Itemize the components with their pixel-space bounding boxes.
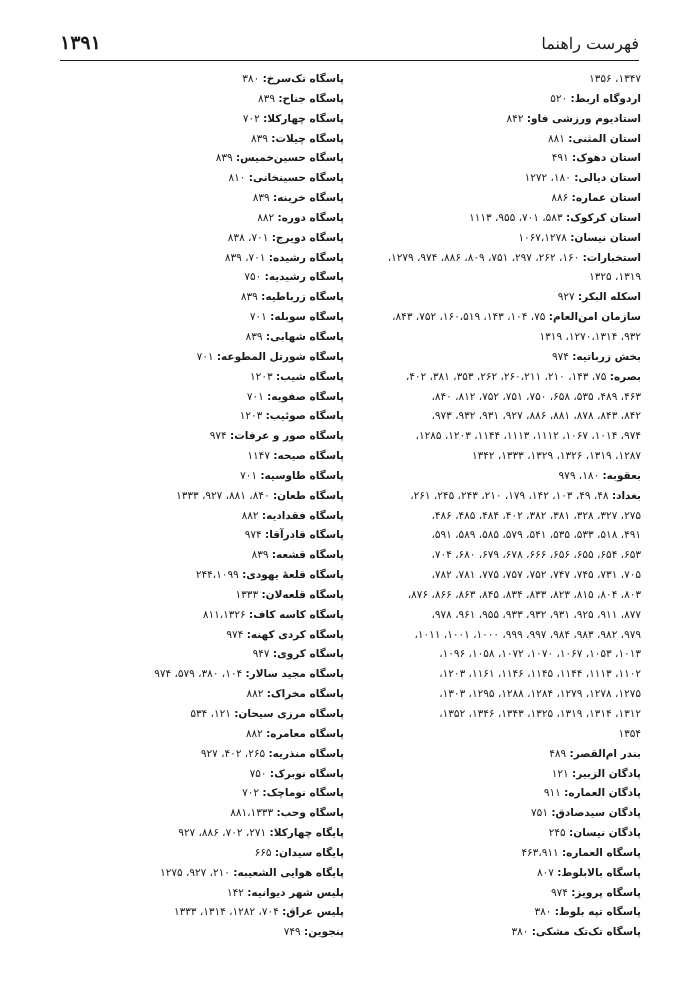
index-entry xyxy=(54,784,344,804)
index-term: پاسگاه مجید سالار: xyxy=(245,668,344,681)
index-term: پاسگاه نوماچک: xyxy=(262,787,344,800)
index-term: پاسگاه پرویز: xyxy=(571,886,641,899)
index-entry xyxy=(54,725,344,745)
index-page-refs: ۱۰۶۷،۱۲۷۸ xyxy=(518,231,571,244)
index-entry xyxy=(54,705,344,725)
index-page-refs: ۷۰۱، ۸۳۸ xyxy=(227,231,272,244)
index-entry xyxy=(361,90,641,110)
index-entry xyxy=(361,368,641,388)
index-term: پلیس عراق: xyxy=(282,906,344,919)
index-page-refs: ۷۰۱ xyxy=(240,469,261,482)
index-page-refs: ۴۶۳،۹۱۱ xyxy=(521,846,562,859)
index-term: پاسگاه سوبله: xyxy=(270,311,344,324)
index-entry xyxy=(54,427,344,447)
index-entry xyxy=(54,249,344,269)
index-page-refs: ۸۴۲، ۸۴۳، ۸۷۸، ۸۸۱، ۸۸۶، ۹۲۷، ۹۳۱، ۹۳۲، ۹۷۳، xyxy=(431,410,641,423)
index-entry xyxy=(361,665,641,685)
index-page-refs: ۷۵۱ xyxy=(531,807,552,820)
index-entry xyxy=(54,70,344,90)
index-page-refs: ۷۰۱، ۸۳۹ xyxy=(224,251,269,264)
index-page-refs: ۱۳۱۹، ۱۳۲۵ xyxy=(589,271,641,284)
index-entry xyxy=(361,189,641,209)
index-term: بندر ام‌القصر: xyxy=(569,747,641,760)
index-page-refs: ۵۲۰ xyxy=(550,92,571,105)
index-entry xyxy=(54,388,344,408)
index-term: پاسگاه العماره: xyxy=(561,846,641,859)
index-entry xyxy=(361,130,641,150)
index-entry xyxy=(54,348,344,368)
index-entry xyxy=(361,765,641,785)
index-entry xyxy=(54,169,344,189)
index-term: پاسگاه نوبرک: xyxy=(269,767,344,780)
index-entry xyxy=(54,288,344,308)
index-entry xyxy=(54,526,344,546)
index-page-refs: ۸۴۲ xyxy=(506,112,527,125)
index-term: پاسگاه فقدادیه: xyxy=(261,509,344,522)
index-entry xyxy=(361,487,641,507)
index-page-refs: ۸۰۳، ۸۰۴، ۸۱۵، ۸۲۳، ۸۳۳، ۸۳۴، ۸۴۵، ۸۶۳، ۸۶۶، ۸۷۶، xyxy=(407,588,641,601)
page-header xyxy=(60,28,639,61)
index-entry xyxy=(361,626,641,646)
index-entry xyxy=(54,546,344,566)
index-term: پاسگاه شورتل المطوعه: xyxy=(216,350,344,363)
index-page-refs: ۷۵۰ xyxy=(249,767,270,780)
index-term: پاسگاه تک‌تک مشکی: xyxy=(531,926,641,939)
index-page-refs: ۱۰۴، ۳۸۰، ۵۷۹، ۹۷۴ xyxy=(154,668,246,681)
index-column-right xyxy=(361,70,641,943)
index-entry xyxy=(361,229,641,249)
index-page-refs: ۴۹۱، ۵۱۸، ۵۳۳، ۵۳۵، ۵۴۱، ۵۷۹، ۵۸۵، ۵۸۹، ۵۹۱، xyxy=(431,529,641,542)
index-term: پاسگاه زرباطیه: xyxy=(261,291,344,304)
index-entry xyxy=(361,923,641,943)
index-term: استان کرکوک: xyxy=(565,211,641,224)
index-page-refs: ۷۰۱ xyxy=(249,311,271,324)
index-entry xyxy=(54,268,344,288)
index-entry xyxy=(54,824,344,844)
index-term: پایگاه سیدان: xyxy=(274,846,344,859)
index-entry xyxy=(361,169,641,189)
index-page-refs: ۸۸۲ xyxy=(246,688,267,701)
index-entry xyxy=(54,328,344,348)
index-page-refs: ۹۷۴ xyxy=(226,628,247,641)
index-page-refs: ۷۰۲ xyxy=(242,787,263,800)
index-page-refs: ۸۱۰ xyxy=(228,172,249,185)
index-entry xyxy=(54,130,344,150)
index-page-refs: ۹۲۷ xyxy=(557,291,578,304)
index-page-refs: ۸۳۹ xyxy=(251,549,272,562)
index-page-refs: ۱۲۰۳ xyxy=(250,370,276,383)
index-term: پاسگاه مخراک: xyxy=(266,688,344,701)
index-page-refs: ۲۴۴،۱۰۹۹ xyxy=(195,569,243,582)
index-page-refs: ۴۹۱ xyxy=(551,152,573,165)
index-term: پاسگاه حسین‌خمیس: xyxy=(235,152,344,165)
index-page-refs: ۲۴۵ xyxy=(548,827,570,840)
index-entry xyxy=(54,447,344,467)
index-entry xyxy=(54,110,344,130)
index-term: پاسگاه منذریه: xyxy=(268,747,344,760)
index-page-refs: ۶۵۳، ۶۵۴، ۶۵۵، ۶۵۶، ۶۶۶، ۶۷۸، ۶۷۹، ۶۸۰، ۷۰۴، xyxy=(431,549,641,562)
index-page-refs: ۱۳۱۲، ۱۳۱۴، ۱۳۱۹، ۱۳۲۵، ۱۳۴۳، ۱۳۴۶، ۱۳۵۲، xyxy=(439,708,641,720)
index-page-refs: ۷۴۹ xyxy=(283,926,305,939)
index-page-refs: ۱۰۱۳، ۱۰۵۳، ۱۰۶۷، ۱۰۷۰، ۱۰۷۲، ۱۰۵۸، ۱۰۹۶، xyxy=(439,648,641,661)
index-term: استان عماره: xyxy=(571,192,641,205)
index-page-refs: ۱۲۱، ۵۳۴ xyxy=(190,708,235,720)
index-page-refs: ۸۳۹ xyxy=(258,92,279,105)
index-page-refs: ۸۳۹ xyxy=(251,132,272,145)
index-term: بخش زرباتیه: xyxy=(572,350,641,363)
index-term: اسکله البکر: xyxy=(577,291,641,304)
index-page-refs: ۱۴۲ xyxy=(226,886,248,899)
index-entry xyxy=(361,268,641,288)
index-entry xyxy=(361,804,641,824)
index-entry xyxy=(361,447,641,467)
index-page-refs: ۷۰۱ xyxy=(246,390,268,403)
index-page-refs: ۸۸۲ xyxy=(241,509,262,522)
index-entry xyxy=(361,586,641,606)
index-term: پاسگاه شهابی: xyxy=(265,330,344,343)
index-page-refs: ۲۷۱، ۷۰۲، ۸۸۶، ۹۲۷ xyxy=(178,827,270,840)
index-page-refs: ۸۳۹ xyxy=(215,152,236,165)
index-page-refs: ۹۴۷ xyxy=(252,648,273,661)
index-entry xyxy=(361,467,641,487)
index-page-refs: ۷۰۲ xyxy=(242,112,264,125)
index-page-refs: ۴۶۳، ۴۸۹، ۵۳۵، ۶۵۸، ۷۵۰، ۷۵۱، ۷۵۲، ۸۱۲، ۸۴۰، xyxy=(431,390,641,403)
index-page-refs: ۲۱۰، ۹۲۷، ۱۲۷۵ xyxy=(160,866,234,879)
index-entry xyxy=(54,189,344,209)
index-page-refs: ۸۳۹ xyxy=(240,291,262,304)
index-entry xyxy=(54,765,344,785)
index-page-refs: ۷۵، ۱۴۳، ۲۱۰، ۲۶۰،۲۱۱، ۲۶۲، ۳۵۳، ۳۸۱، ۴۰۲، xyxy=(405,370,610,383)
index-entry xyxy=(361,110,641,130)
index-page-refs: ۴۸، ۴۹، ۱۰۳، ۱۴۲، ۱۷۹، ۲۱۰، ۲۴۳، ۲۴۵، ۲۶۱، xyxy=(410,489,612,502)
index-term: پاسگاه طاوسیه: xyxy=(260,469,344,482)
index-term: بغداد: xyxy=(611,489,641,502)
index-term: پاسگاه قلعهٔ یهودی: xyxy=(242,569,344,582)
index-term: پایگاه چهارکلا: xyxy=(269,827,344,840)
index-term: پادگان نیسان: xyxy=(569,827,641,840)
index-term: پلیس شهر دیوانیه: xyxy=(247,886,344,899)
index-term: پاسگاه صیحه: xyxy=(273,450,344,463)
index-term: بعقوبه: xyxy=(602,469,641,482)
index-page-refs: ۸۳۹ xyxy=(245,330,266,343)
index-page-refs: ۹۷۴، ۱۰۱۴، ۱۰۶۷، ۱۱۱۲، ۱۱۱۳، ۱۱۴۴، ۱۲۰۳، ۱۲۸۵، xyxy=(415,430,641,443)
index-term: پاسگاه چهارکلا: xyxy=(263,112,344,125)
index-page-refs: ۸۸۱ xyxy=(547,132,569,145)
index-entry xyxy=(361,705,641,725)
index-page-refs: ۱۱۴۷ xyxy=(247,450,274,463)
index-entry xyxy=(361,149,641,169)
index-term: پاسگاه دوره: xyxy=(277,211,344,224)
index-entry xyxy=(361,308,641,328)
index-entry xyxy=(54,586,344,606)
page-number: ۱۳۹۱ xyxy=(60,32,101,54)
index-page-refs: ۵۸۳، ۷۰۱، ۹۵۵، ۱۱۱۳ xyxy=(469,211,566,224)
index-page-refs: ۹۳۲، ۱۲۷۰،۱۳۱۴، ۱۳۱۹ xyxy=(539,330,641,343)
index-page-refs: ۷۰۵، ۷۳۱، ۷۴۵، ۷۴۷، ۷۵۲، ۷۵۷، ۷۷۵، ۷۸۱، ۷۸۲، xyxy=(431,569,641,582)
index-term: پادگان سیدصادق: xyxy=(551,807,641,820)
index-term: پاسگاه طعان: xyxy=(272,489,344,502)
index-entry xyxy=(361,844,641,864)
index-page-refs: ۹۱۱ xyxy=(543,787,565,800)
index-page-refs: ۱۶۰، ۲۶۲، ۲۹۷، ۷۵۱، ۸۰۹، ۸۸۶، ۹۷۴، ۱۲۷۹، xyxy=(387,251,583,264)
index-term: پاسگاه رشیده: xyxy=(268,251,344,264)
index-term: پاسگاه صور و عرفات: xyxy=(230,430,344,443)
index-term: پاسگاه قلعه‌لان: xyxy=(261,588,344,601)
index-entry xyxy=(54,487,344,507)
index-entry xyxy=(361,507,641,527)
index-entry xyxy=(54,229,344,249)
index-entry xyxy=(361,249,641,269)
index-entry xyxy=(361,725,641,745)
index-entry xyxy=(361,348,641,368)
index-entry xyxy=(361,784,641,804)
index-page-refs: ۸۷۷، ۹۱۱، ۹۲۵، ۹۳۱، ۹۳۲، ۹۳۳، ۹۵۵، ۹۶۱، ۹۷۸، xyxy=(431,608,641,621)
index-term: پاسگاه کروی: xyxy=(272,648,344,661)
index-page-refs: ۷۰۱ xyxy=(196,350,217,363)
index-column-left xyxy=(54,70,344,943)
index-page-refs: ۹۷۴ xyxy=(551,350,573,363)
index-entry xyxy=(54,645,344,665)
index-page-refs: ۹۷۴ xyxy=(244,529,266,542)
index-page-refs: ۱۳۴۷، ۱۳۵۶ xyxy=(589,73,641,85)
index-entry xyxy=(54,844,344,864)
index-page-refs: ۱۸۰، ۹۷۹ xyxy=(558,469,603,482)
index-term: استان المثنی: xyxy=(568,132,641,145)
index-entry xyxy=(54,903,344,923)
index-page-refs: ۲۷۵، ۳۲۷، ۳۲۸، ۳۸۱، ۳۸۲، ۴۰۲، ۴۸۴، ۴۸۵، ۴۸۶، xyxy=(431,509,641,522)
index-page-refs: ۸۸۱،۱۳۳۳ xyxy=(230,807,277,820)
index-term: پایگاه هوایی الشعیبه: xyxy=(233,866,344,879)
index-entry xyxy=(361,745,641,765)
index-term: پاسگاه صوئیب: xyxy=(265,410,344,423)
index-entry xyxy=(54,626,344,646)
index-term: پاسگاه وحب: xyxy=(276,807,344,820)
index-entry xyxy=(361,70,641,90)
index-term: پاسگاه حسینخانی: xyxy=(248,172,344,185)
index-term: پاسگاه کردی کهنه: xyxy=(246,628,344,641)
index-term: اردوگاه اربط: xyxy=(570,92,641,105)
index-entry xyxy=(361,407,641,427)
index-term: پاسگاه کاسه کاف: xyxy=(249,608,344,621)
index-page-refs: ۱۲۰۳ xyxy=(239,410,266,423)
index-term: پاسگاه صفویه: xyxy=(267,390,344,403)
index-term: استخبارات: xyxy=(582,251,641,264)
index-entry xyxy=(54,864,344,884)
index-term: استان دیالی: xyxy=(574,172,641,185)
index-page-refs: ۴۸۹ xyxy=(549,747,570,760)
index-page-refs: ۱۳۵۴ xyxy=(618,727,641,740)
index-page-refs: ۱۲۸۷، ۱۳۱۹، ۱۳۲۶، ۱۳۲۹، ۱۳۳۳، ۱۳۴۲ xyxy=(471,450,641,463)
index-entry xyxy=(361,288,641,308)
index-page-refs: ۸۸۲ xyxy=(257,211,278,224)
index-term: پاسگاه رشیدیه: xyxy=(264,271,344,284)
index-entry xyxy=(361,526,641,546)
index-page-refs: ۱۸۰، ۱۲۷۲ xyxy=(524,172,575,185)
index-term: بصره: xyxy=(609,370,641,383)
index-page-refs: ۱۲۱ xyxy=(551,767,573,780)
index-term: پاسگاه قشعه: xyxy=(271,549,344,562)
index-term: استادیوم ورزشی فاو: xyxy=(526,112,641,125)
index-entry xyxy=(54,467,344,487)
index-entry xyxy=(54,566,344,586)
index-page-refs: ۸۴۰، ۸۸۱، ۹۲۷، ۱۳۳۳ xyxy=(176,489,273,502)
index-page-refs: ۷۰۴، ۱۲۸۲، ۱۳۱۴، ۱۳۳۳ xyxy=(173,906,283,919)
index-page-refs: ۹۷۴ xyxy=(209,430,230,443)
index-page-refs: ۸۰۷ xyxy=(537,866,558,879)
index-entry xyxy=(54,665,344,685)
index-page-refs: ۸۱۱،۱۳۲۶ xyxy=(202,608,250,621)
index-term: پاسگاه قادرآقا: xyxy=(265,529,344,542)
running-title: فهرست راهنما xyxy=(541,34,639,53)
index-entry xyxy=(54,90,344,110)
index-term: پاسگاه خرینه: xyxy=(272,192,344,205)
index-entry xyxy=(361,388,641,408)
index-entry xyxy=(54,884,344,904)
index-term: استان نیسان: xyxy=(570,231,641,244)
index-term: پاسگاه جناح: xyxy=(278,92,344,105)
index-page-refs: ۹۷۴ xyxy=(550,886,572,899)
index-page-refs: ۳۸۰ xyxy=(242,73,263,85)
index-entry xyxy=(54,923,344,943)
index-entry xyxy=(361,685,641,705)
index-page-refs: ۳۸۰ xyxy=(511,926,532,939)
index-entry xyxy=(361,328,641,348)
index-page-refs: ۷۵، ۱۰۴، ۱۴۳، ۱۶۰،۵۱۹، ۷۵۲، ۸۴۳، xyxy=(392,311,549,324)
index-page-refs: ۸۸۲ xyxy=(245,727,267,740)
index-term: پاسگاه معامره: xyxy=(266,727,344,740)
index-entry xyxy=(54,149,344,169)
index-entry xyxy=(54,368,344,388)
index-entry xyxy=(361,645,641,665)
index-term: پاسگاه شیب: xyxy=(275,370,344,383)
index-term: پاسگاه تپه بلوط: xyxy=(554,906,641,919)
index-entry xyxy=(54,685,344,705)
index-term: پنجوین: xyxy=(304,926,344,939)
index-entry xyxy=(54,745,344,765)
index-entry xyxy=(54,507,344,527)
index-entry xyxy=(54,804,344,824)
index-entry xyxy=(361,566,641,586)
index-page-refs: ۳۸۰ xyxy=(534,906,555,919)
index-entry xyxy=(54,209,344,229)
index-page-refs: ۱۱۰۲، ۱۱۱۳، ۱۱۴۴، ۱۱۴۵، ۱۱۴۶، ۱۱۶۱، ۱۲۰۳، xyxy=(439,668,641,681)
index-entry xyxy=(361,209,641,229)
index-entry xyxy=(54,606,344,626)
index-term: پادگان الزبیر: xyxy=(572,767,641,780)
index-entry xyxy=(361,884,641,904)
index-page-refs: ۶۶۵ xyxy=(254,846,275,859)
index-term: پاسگاه چیلات: xyxy=(271,132,344,145)
index-term: پادگان العماره: xyxy=(564,787,641,800)
index-term: سازمان امن‌العام: xyxy=(548,311,641,324)
index-page-refs: ۷۵۰ xyxy=(244,271,265,284)
index-entry xyxy=(54,308,344,328)
index-term: پاسگاه تک‌سرخ: xyxy=(262,73,344,85)
index-page-refs: ۱۲۷۵، ۱۲۷۸، ۱۲۷۹، ۱۲۸۴، ۱۲۸۸، ۱۲۹۵، ۱۳۰۳، xyxy=(439,688,641,701)
index-entry xyxy=(361,606,641,626)
index-term: استان دهوک: xyxy=(572,152,641,165)
index-page-refs: ۲۶۵، ۴۰۲، ۹۲۷ xyxy=(200,747,269,760)
index-page-refs: ۸۳۹ xyxy=(252,192,273,205)
index-page-refs: ۹۷۹، ۹۸۲، ۹۸۳، ۹۸۴، ۹۹۷، ۹۹۹، ۱۰۰۰، ۱۰۰۱، ۱۰۱۱، xyxy=(414,628,641,641)
index-term: پاسگاه بالابلوط: xyxy=(557,866,641,879)
index-entry xyxy=(361,824,641,844)
index-entry xyxy=(361,903,641,923)
index-page-refs: ۸۸۶ xyxy=(551,192,572,205)
index-entry xyxy=(361,864,641,884)
index-term: پاسگاه دویرج: xyxy=(271,231,344,244)
index-page-refs: ۱۳۳۳ xyxy=(235,588,262,601)
index-term: پاسگاه مرزی سیحان: xyxy=(234,708,344,720)
index-entry xyxy=(361,427,641,447)
index-entry xyxy=(54,407,344,427)
index-entry xyxy=(361,546,641,566)
